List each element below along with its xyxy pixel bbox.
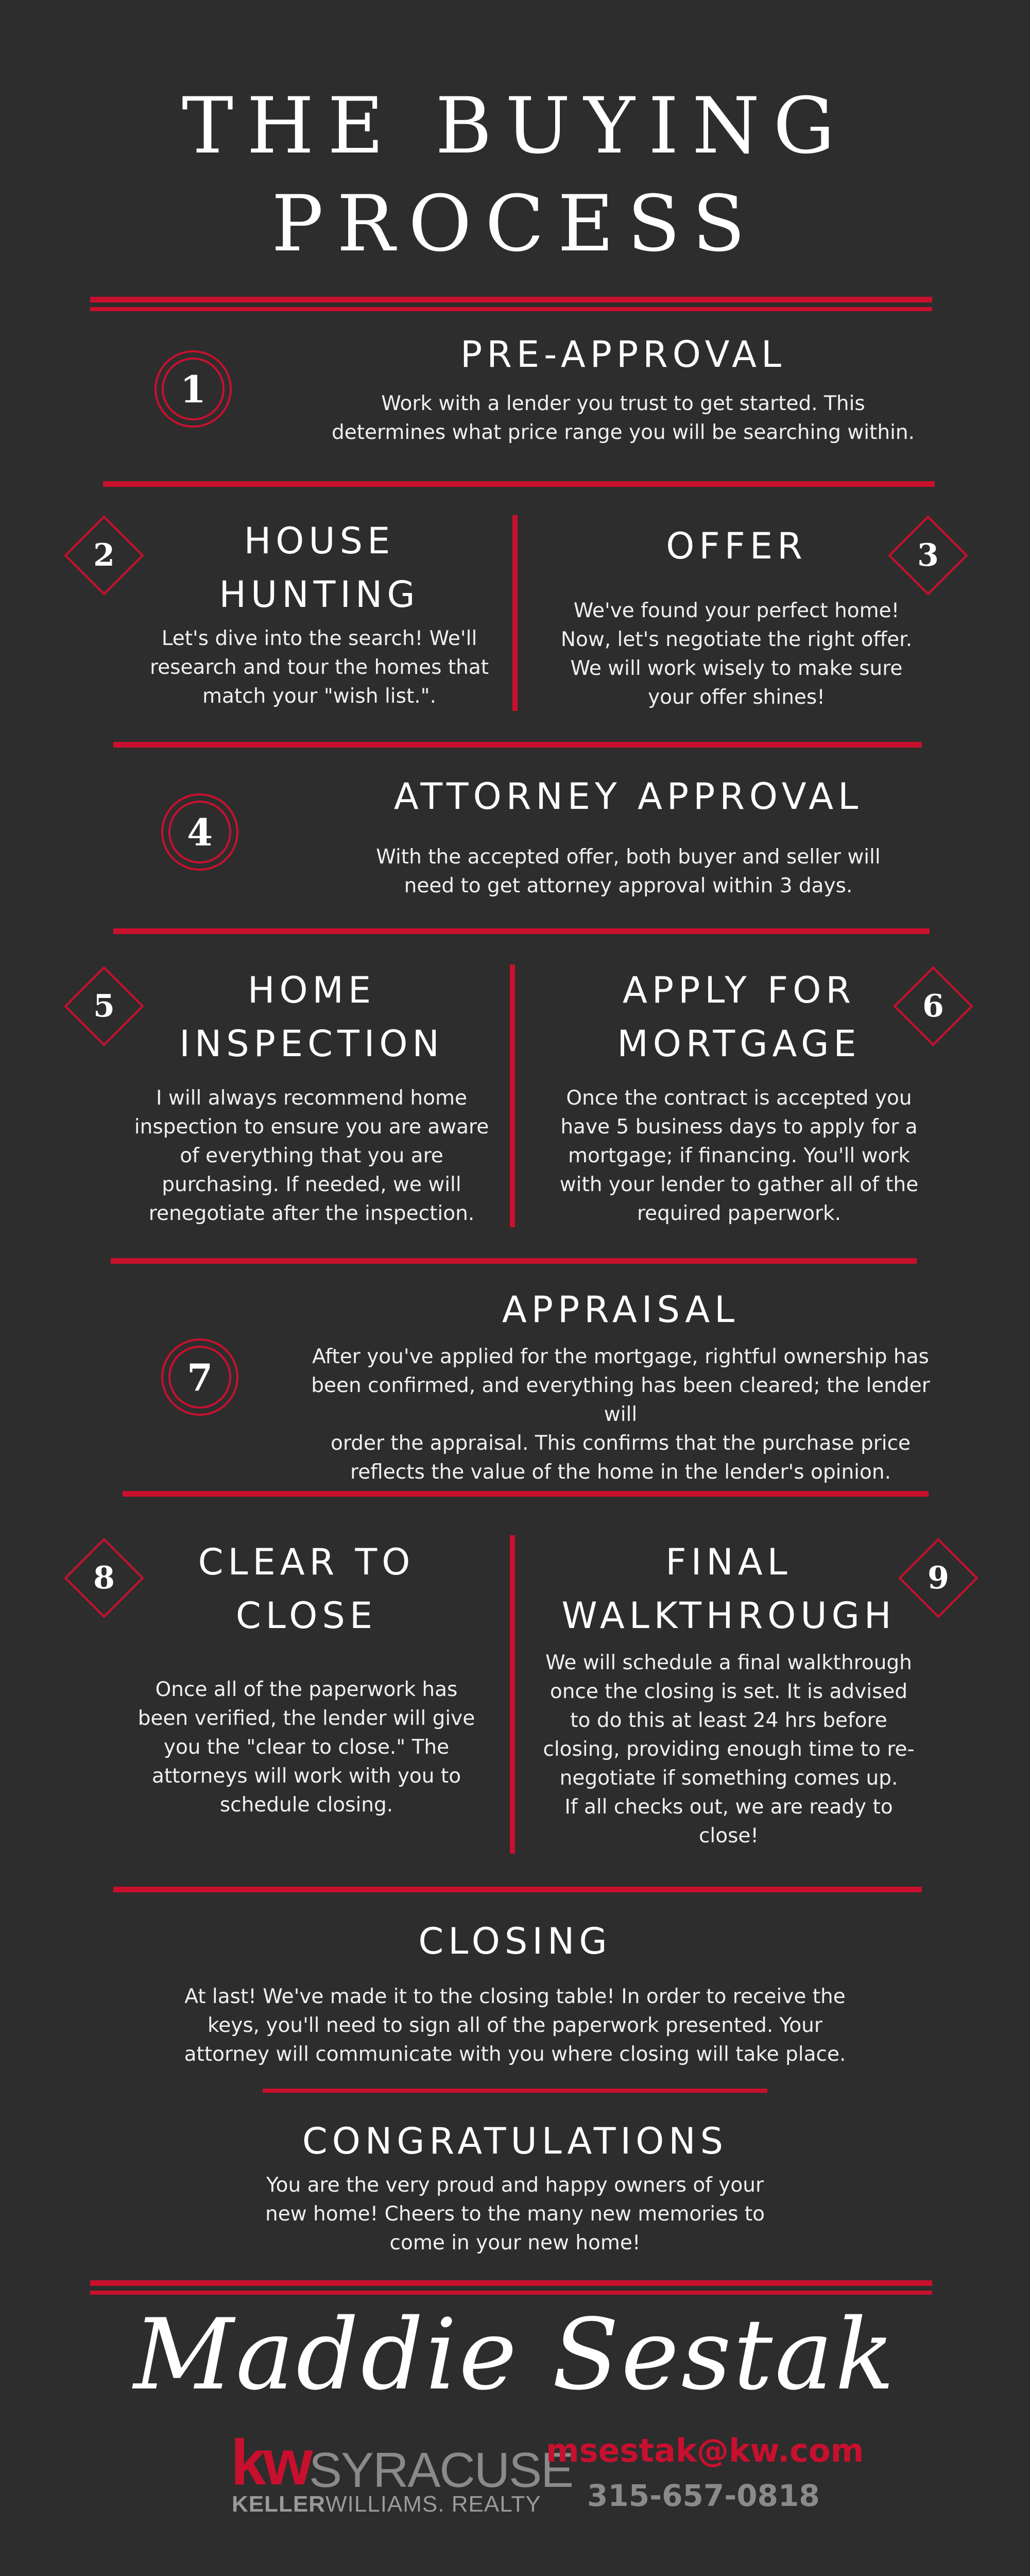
step-number-badge <box>161 1338 238 1416</box>
step-number: 2 <box>93 537 115 573</box>
step-number: 1 <box>180 367 207 411</box>
divider <box>103 481 935 487</box>
divider <box>111 1258 917 1264</box>
step-description: Let's dive into the search! We'll research and tour the homes that match your "wish list.". <box>149 627 489 708</box>
step-number-badge <box>161 793 238 871</box>
column-divider <box>510 964 515 1227</box>
divider <box>90 2280 932 2286</box>
kw-logo: kw <box>231 2427 310 2498</box>
step-description: After you've applied for the mortgage, rightful ownership has been confirmed, and everything has been cleared; the lender will order the appraisal. This confirms that the purchase price reflects the value of the home in the lender's opinion. <box>311 1345 930 1484</box>
signature: Maddie Sestak <box>133 2298 897 2412</box>
step-number-badge <box>154 350 232 428</box>
divider <box>90 307 932 311</box>
step-heading: HOUSE HUNTING <box>219 520 420 616</box>
step-description: With the accepted offer, both buyer and seller will need to get attorney approval within 3 days. <box>376 845 881 897</box>
step-description: We will schedule a final walkthrough once the closing is set. It is advised to do this at least 24 hrs before closing, providing enough time to re- negotiate if something comes up. If all checks out, we are ready to close! <box>543 1651 915 1848</box>
brand-subtitle: KELLERWILLIAMS. REALTY <box>232 2492 541 2517</box>
step-number: 7 <box>186 1355 213 1399</box>
contact-phone[interactable]: 315-657-0818 <box>587 2478 820 2513</box>
step-heading: APPRAISAL <box>502 1289 740 1331</box>
column-divider <box>512 515 518 711</box>
divider <box>123 1491 929 1497</box>
congratulations-description: You are the very proud and happy owners of your new home! Cheers to the many new memories to come in your new home! <box>265 2174 765 2255</box>
step-description: Once all of the paperwork has been verified, the lender will give you the "clear to close." The attorneys will work with you to schedule closing. <box>138 1678 475 1817</box>
contact-email[interactable]: msestak@kw.com <box>546 2432 864 2469</box>
step-number: 4 <box>186 810 213 854</box>
step-heading: FINAL WALKTHROUGH <box>561 1541 896 1637</box>
closing-heading: CLOSING <box>418 1920 612 1962</box>
divider <box>90 297 932 302</box>
brand-city: SYRACUSE <box>309 2443 573 2498</box>
step-heading: OFFER <box>666 525 807 567</box>
congratulations-heading: CONGRATULATIONS <box>302 2120 728 2162</box>
step-number: 3 <box>917 537 939 573</box>
step-description: Work with a lender you trust to get started. This determines what price range you will be searching within. <box>331 392 915 444</box>
step-heading: ATTORNEY APPROVAL <box>393 775 863 818</box>
title-line-1: THE BUYING <box>181 81 849 171</box>
divider <box>113 1887 922 1892</box>
step-description: Once the contract is accepted you have 5 business days to apply for a mortgage; if financing. You'll work with your lender to gather all of the required paperwork. <box>559 1087 919 1225</box>
step-number: 9 <box>928 1560 949 1596</box>
step-description: We've found your perfect home! Now, let's negotiate the right offer. We will work wisely to make sure your offer shines! <box>560 599 913 709</box>
step-number-badge <box>64 515 144 596</box>
closing-description: At last! We've made it to the closing table! In order to receive the keys, you'll need to sign all of the paperwork presented. Your attorney will communicate with you where closing will take place. <box>184 1985 846 2066</box>
step-heading: APPLY FOR MORTGAGE <box>617 969 861 1065</box>
divider <box>90 2291 932 2295</box>
step-description: I will always recommend home inspection to ensure you are aware of everything that you are purchasing. If needed, we will renegotiate after the inspection. <box>134 1087 489 1225</box>
column-divider <box>510 1535 515 1854</box>
step-heading: PRE-APPROVAL <box>460 333 786 376</box>
page-title <box>0 77 1030 273</box>
step-number: 5 <box>93 988 115 1024</box>
title-line-2: PROCESS <box>271 179 759 269</box>
step-number: 8 <box>93 1560 115 1596</box>
divider <box>263 2089 767 2093</box>
divider <box>113 742 922 748</box>
step-number: 6 <box>922 988 944 1024</box>
step-heading: HOME INSPECTION <box>179 969 444 1065</box>
step-heading: CLEAR TO CLOSE <box>198 1541 415 1637</box>
divider <box>113 928 930 934</box>
